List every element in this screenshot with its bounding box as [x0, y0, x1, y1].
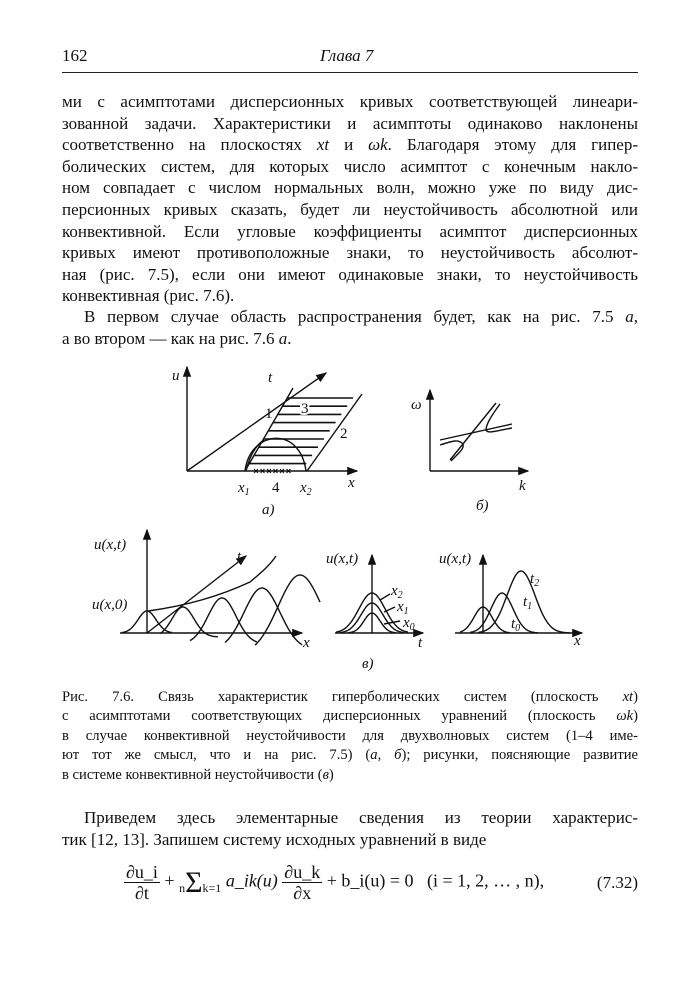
label: x — [303, 635, 310, 651]
text-line: Приведем здесь элементарные сведения из теории характерис- — [84, 808, 638, 827]
label: 4 — [272, 480, 280, 496]
dispersion-curve — [440, 424, 512, 440]
envelope — [148, 556, 276, 611]
label: u — [172, 368, 180, 384]
label: x — [348, 475, 355, 491]
text-line: ная (рис. 7.5), если они имеют одинаковые знаки, то неустойчивость — [62, 264, 638, 284]
label: u(x,t) — [439, 551, 472, 567]
text-line: В первом случае область распространения будет, как на рис. 7.5 а, — [84, 307, 638, 326]
text-line: тик [12, 13]. Запишем систему исходных уравнений в виде — [62, 829, 487, 849]
label: k — [519, 478, 526, 494]
text-line: зованной задачи. Характеристики и асимптоты одинаково наклонены — [62, 113, 638, 133]
caption-line: с асимптотами соответствующих дисперсионных уравнений (плоскость ωk) — [62, 708, 638, 725]
label: 3 — [301, 401, 309, 417]
label-t2: $t_2$ — [530, 571, 540, 589]
label-x1: $x_1$ — [238, 480, 250, 498]
dispersion-branch — [486, 404, 512, 432]
pulse-curve — [255, 575, 320, 645]
label: u(x,t) — [326, 551, 359, 567]
label: t — [268, 370, 273, 386]
caption-line: в системе конвективной неустойчивости (в) — [62, 766, 334, 783]
chapter-title: Глава 7 — [320, 46, 374, 65]
subfigure-label: в) — [362, 656, 374, 672]
label: t — [418, 635, 423, 651]
text-line: ми с асимптотами дисперсионных кривых соответствующей линеари- — [62, 92, 638, 111]
label: t — [237, 549, 242, 565]
text-line: конвективная (рис. 7.6). — [62, 286, 235, 306]
label: 2 — [340, 426, 348, 442]
label-x1: $x_1$ — [397, 599, 409, 617]
equation-row — [62, 862, 638, 903]
label: x — [574, 633, 581, 649]
label-x0: $x_0$ — [403, 615, 415, 633]
text-line: а во втором — как на рис. 7.6 а. — [62, 328, 292, 348]
subfigure-label: а) — [262, 502, 275, 518]
caption-line: ют тот же смысл, что и на рис. 7.5) (а, б); рисунки, поясняющие развитие — [62, 747, 639, 764]
equation-7-32: $\frac{\partial u\_i}{\partial t}$ + nΣk=1 a_ik(u) $\frac{\partial u\_k}{\partial x}$ + b_i(u) = 0 (i = 1, 2, … , n), — [126, 862, 545, 903]
text-line: болических систем, для которых число асимптот с конечным накло- — [62, 156, 638, 176]
figure-c-left — [120, 530, 320, 645]
caption-line: Рис. 7.6. Связь характеристик гиперболических систем (плоскость xt) — [62, 689, 638, 705]
text-line: соответственно на плоскостях xt и ωk. Благодаря этому для гипер- — [62, 135, 638, 155]
label-t1: $t_1$ — [523, 594, 533, 612]
text-line: ном совпадает с числом нормальных волн, можно уже по виду дис- — [62, 178, 638, 198]
text-line: персионных кривых сказать, будет ли неустойчивость абсолютной или — [62, 199, 638, 219]
label-x2: $x_2$ — [300, 480, 312, 498]
paragraph-3 — [62, 807, 638, 850]
figure-b — [430, 390, 528, 471]
caption-line: в случае конвективной неустойчивости для двухволновых систем (1–4 име- — [62, 727, 638, 744]
figure-c-right — [455, 555, 582, 633]
pulse-curve — [470, 593, 538, 633]
page-number: 162 — [62, 46, 88, 65]
label-x2: $x_2$ — [391, 583, 403, 601]
label: ω — [411, 397, 422, 413]
equation-number: (7.32) — [596, 872, 638, 892]
label: u(x,0) — [92, 597, 128, 613]
pulse-curve — [190, 598, 257, 642]
figure-caption — [62, 688, 638, 785]
characteristic-1 — [245, 388, 293, 471]
text-line: кривых имеют противоположные знаки, то неустойчивость абсолют- — [62, 243, 638, 263]
subfigure-label: б) — [476, 498, 489, 514]
text-line: конвективной. Если угловые коэффициенты асимптот дисперсионных — [62, 221, 638, 241]
label-t0: $t_0$ — [511, 616, 521, 634]
label: u(x,t) — [94, 537, 127, 553]
label: 1 — [265, 406, 273, 422]
